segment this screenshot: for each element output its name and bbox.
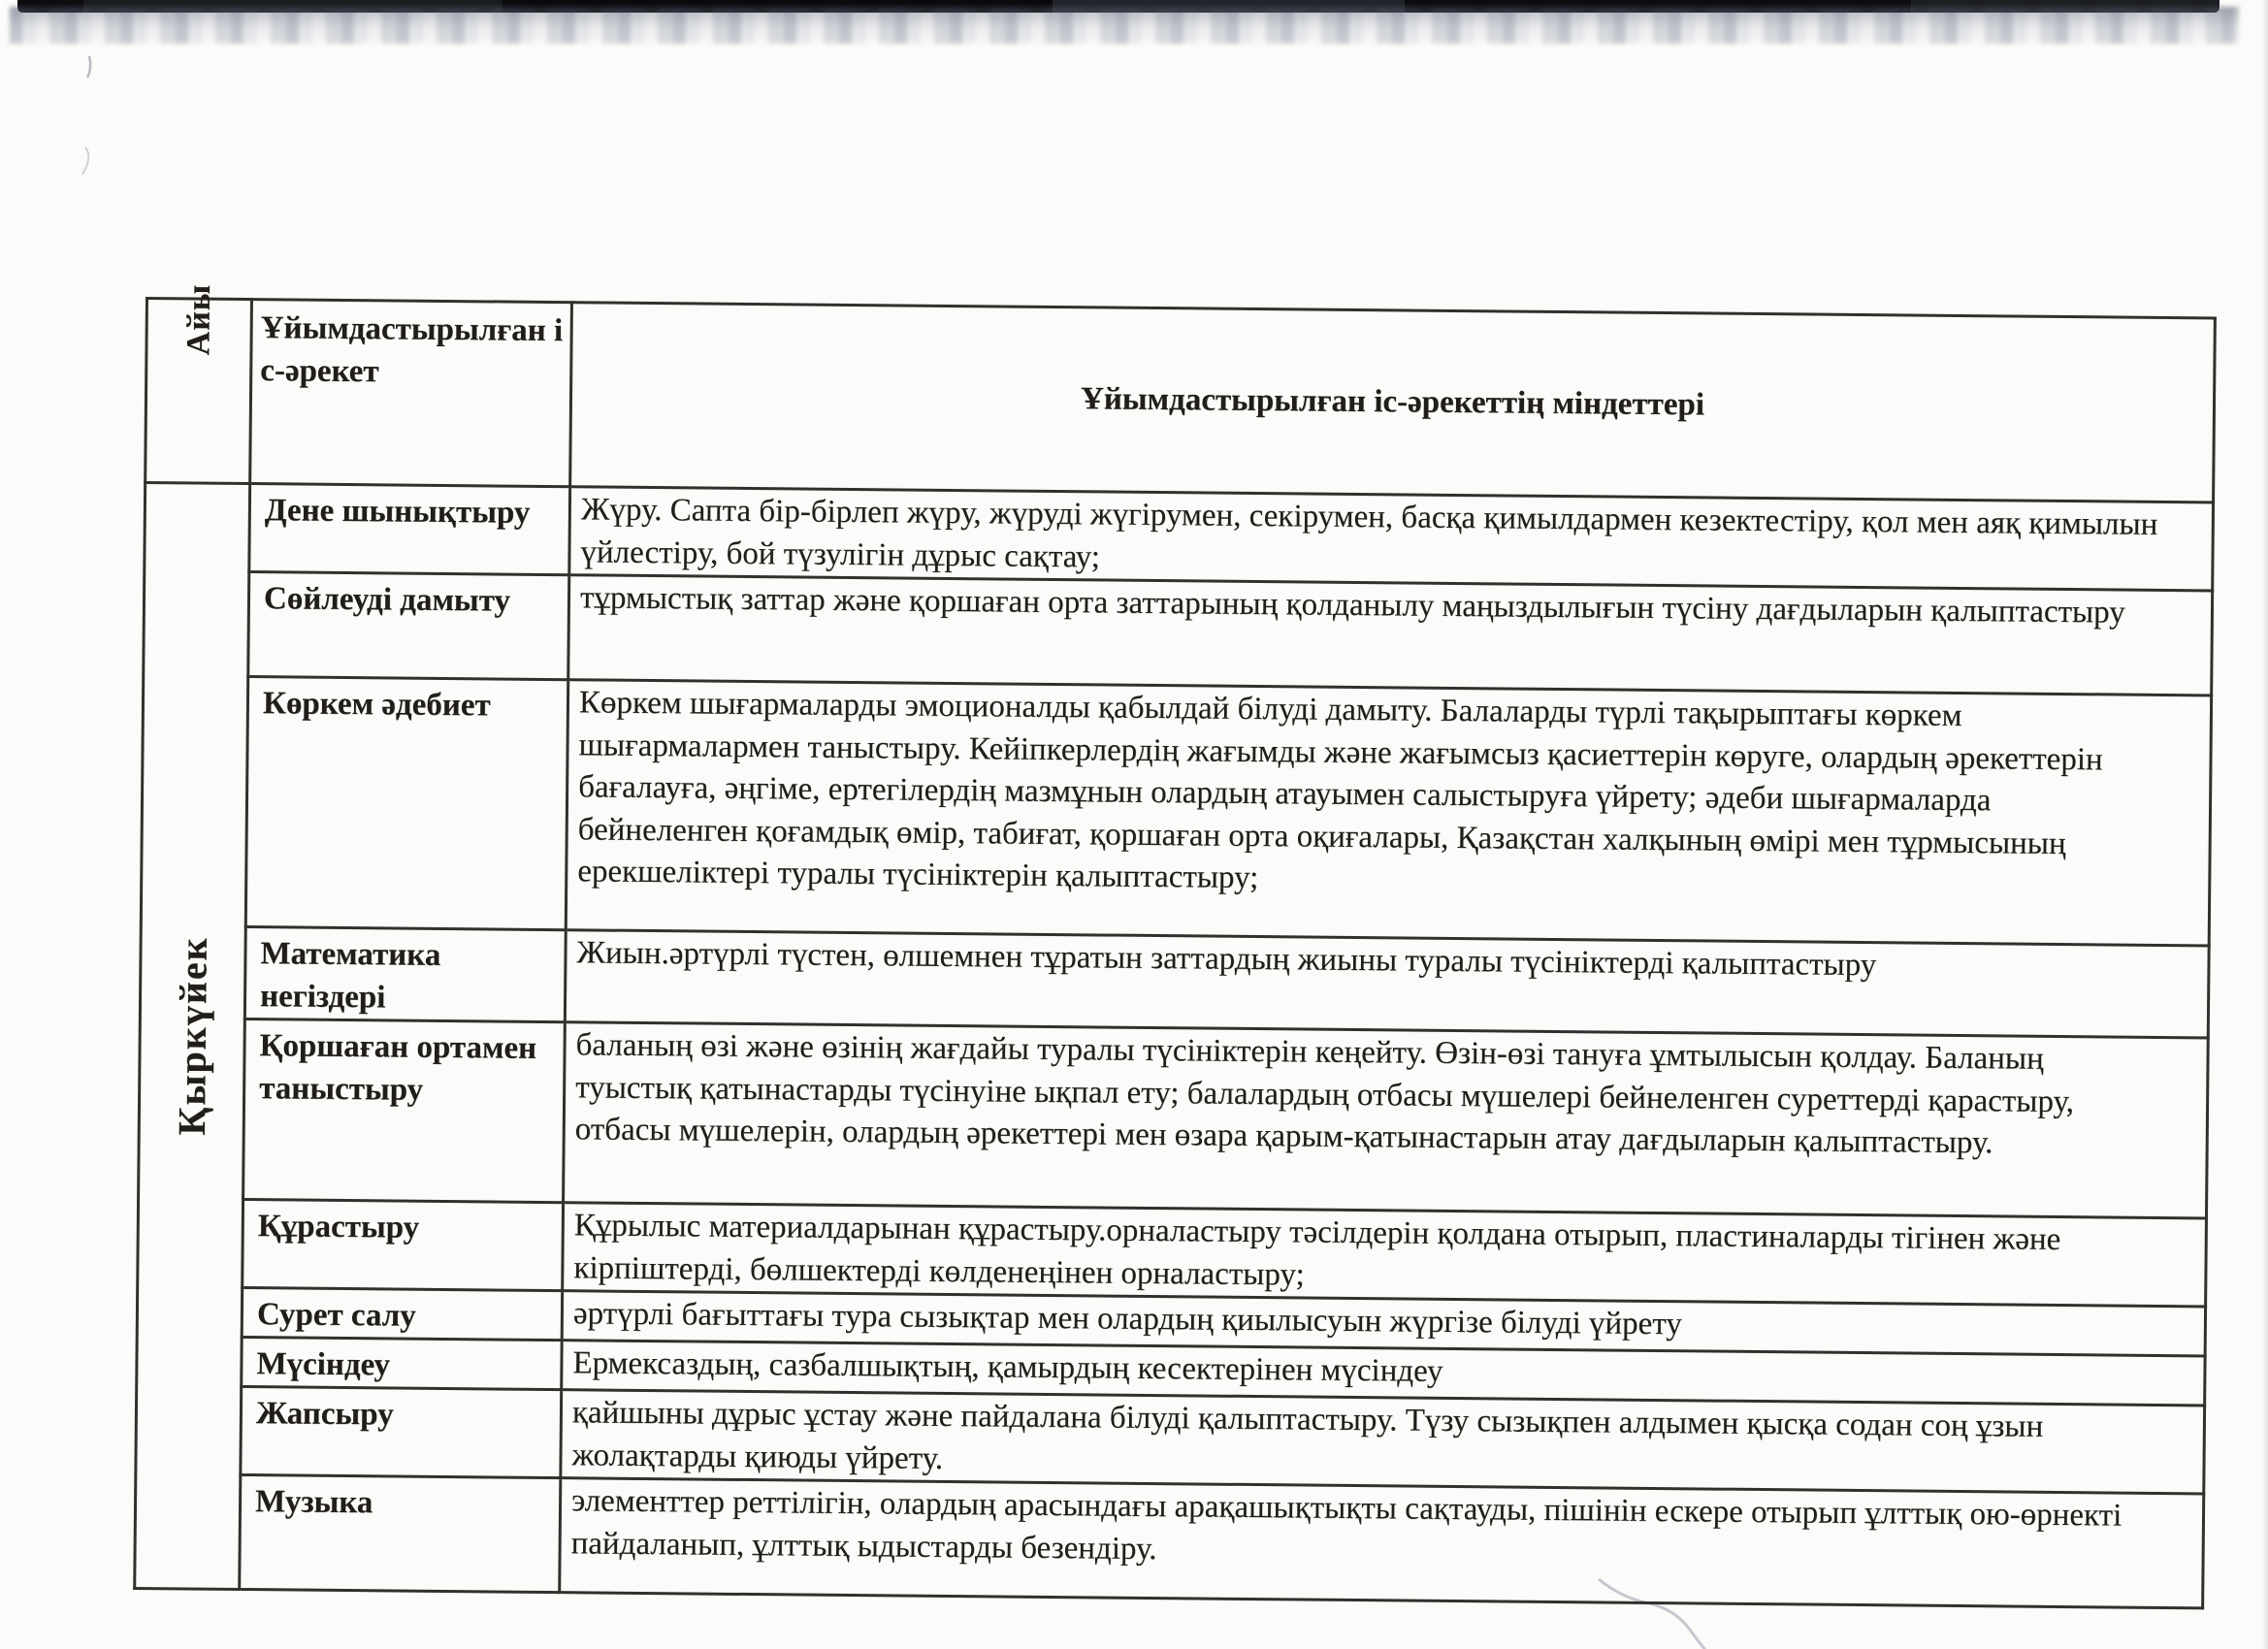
activity-label: Мүсіндеу: [242, 1338, 562, 1390]
activity-label: Сурет салу: [242, 1288, 562, 1341]
tasks-text: Жүру. Сапта бір-бірлеп жүру, жүруді жүгірумен, секірумен, басқа қимылдармен кезектестіру, қол мен аяқ қимылын үйлестіру, бой түзулігін дұрыс сақтау;: [569, 487, 2214, 591]
tasks-text: Ермексаздың, сазбалшықтың, қамырдың кесектерінен мүсіндеу: [562, 1341, 2205, 1406]
activity-label: Математика негіздері: [244, 927, 566, 1022]
month-cell: [135, 483, 250, 1590]
activity-label: Қоршаған ортамен таныстыру: [243, 1019, 566, 1203]
table-row: [144, 571, 2213, 695]
header-row: [146, 299, 2216, 502]
table-row: [135, 1473, 2204, 1607]
tasks-header-cell: Ұйымдастырылған іс-әрекеттің міндеттері: [570, 303, 2216, 502]
tasks-text: тұрмыстық заттар және қоршаған орта заттарының қолданылу маңыздылығын түсіну дағдыларын қалыптастыру: [568, 575, 2213, 695]
table-body: [135, 483, 2214, 1608]
activity-label: Жапсыру: [241, 1386, 562, 1477]
month-header-label: Айы: [179, 283, 217, 356]
table-row: [139, 1018, 2209, 1217]
document-sheet: [133, 283, 2214, 1609]
tasks-text: қайшыны дұрыс ұстау және пайдалана білуді қалыптастыру. Түзу сызықпен алдымен қысқа содан соң ұзын жолақтарды қиюды үйрету.: [561, 1390, 2205, 1494]
tasks-text: Құрылыс материалдарынан құрастыру.орналастыру тәсілдерін қолдана отырып, пластиналарды тігінен және кірпіштерді, бөлшектерді көлденеңінен орналастыру;: [563, 1203, 2207, 1307]
schedule-table: [133, 283, 2217, 1609]
activity-header-cell: Ұйымдастырылған іс-әрекет: [250, 300, 572, 487]
tasks-text: баланың өзі және өзінің жағдайы туралы түсініктерін кеңейту. Өзін-өзі тануға ұмтылысын қолдау. Баланың туыстық қатынастарды түсінуіне ықпал ету; балалардың отбасы мүшелері бейнеленген суреттерді қарастыру, отбасы мүшелерін, олардың әрекеттері мен өзара қарым-қатынастарын атау дағдыларын қалыптастыру.: [564, 1022, 2209, 1218]
activity-label: Дене шынықтыру: [249, 484, 570, 575]
month-label: Қыркүйек: [169, 936, 215, 1136]
activity-label: Музыка: [240, 1474, 561, 1592]
activity-label: Сөйлеуді дамыту: [248, 572, 569, 680]
table-row: [141, 675, 2211, 945]
tasks-text: элементтер реттілігін, олардың арасындағы арақашықтықты сақтауды, пішінін ескере отырып ұлттық ою-өрнекті пайдаланып, ұлттық ыдыстарды безендіру.: [560, 1478, 2204, 1608]
activity-label: Көркем әдебиет: [245, 677, 567, 930]
tasks-text: Жиын.әртүрлі түстен, өлшемнен тұратын заттардың жиыны туралы түсініктерді қалыптастыру: [565, 930, 2209, 1038]
activity-label: Құрастыру: [243, 1200, 564, 1291]
month-header-cell: [146, 283, 252, 484]
tasks-text: әртүрлі бағыттағы тура сызықтар мен олардың қиылысуын жүргізе білуді үйрету: [562, 1291, 2205, 1356]
tasks-text: Көркем шығармаларды эмоционалды қабылдай білуді дамыту. Балаларды түрлі тақырыптағы көркем шығармалармен таныстыру. Кейіпкерлердің жағымды және жағымсыз қасиеттерін көруге, олардың әрекеттерін бағалауға, әңгіме, ертегілердің мазмұнын олардың атауымен салыстыруға үйрету; әдеби шығармаларда бейнеленген қоғамдық өмір, табиғат, қоршаған орта оқиғалары, Қазақстан халқының өмірі мен тұрмысының ерекшеліктері туралы түсініктерін қалыптастыру;: [566, 680, 2211, 946]
